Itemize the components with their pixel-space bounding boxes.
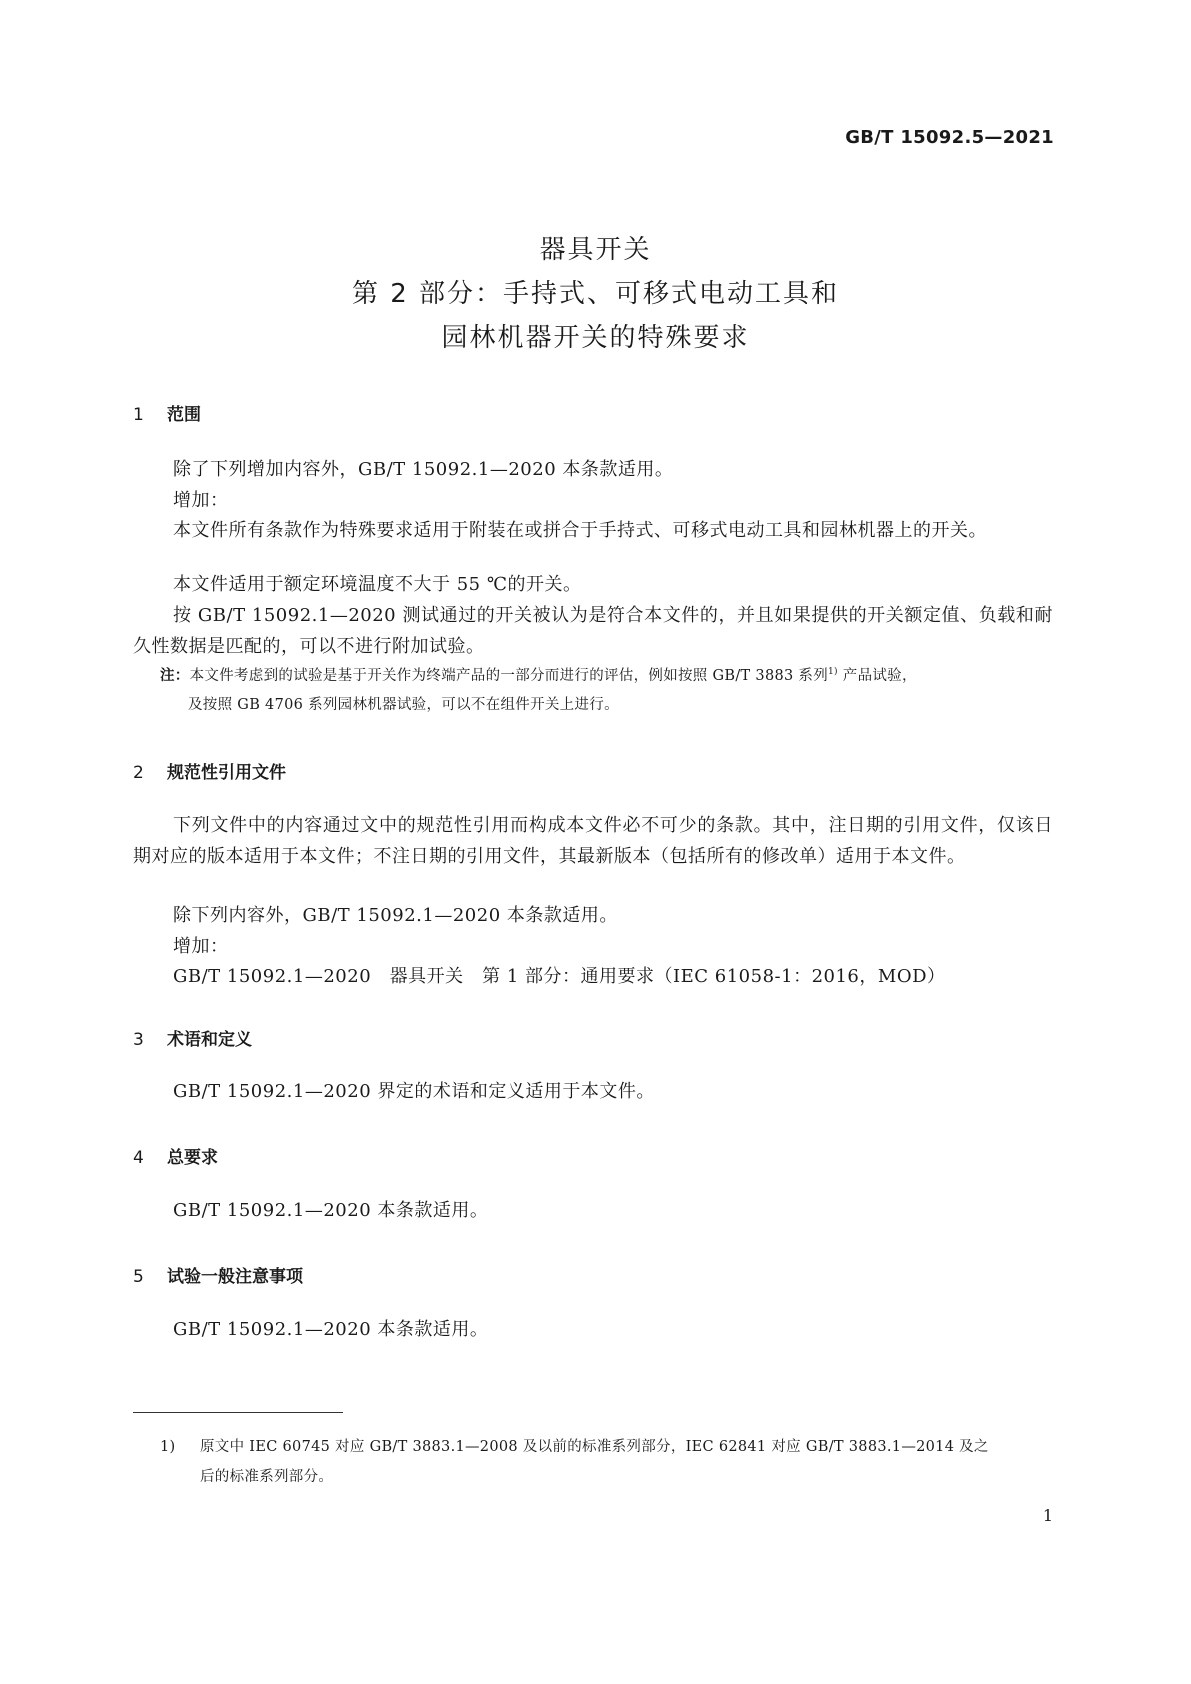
note-label: 注： bbox=[160, 668, 190, 684]
document-title bbox=[0, 228, 1191, 360]
footnote-divider bbox=[133, 1412, 343, 1413]
note bbox=[160, 662, 1055, 720]
note-text: 本文件考虑到的试验是基于开关作为终端产品的一部分而进行的评估，例如按照 GB/T 3883 系列 bbox=[189, 668, 829, 684]
footnote-reference: 1) bbox=[828, 667, 838, 677]
section-number: 1 bbox=[133, 405, 144, 425]
paragraph: GB/T 15092.1—2020 本条款适用。 bbox=[173, 1319, 489, 1340]
section-number: 2 bbox=[133, 763, 144, 783]
normative-reference: GB/T 15092.1—2020 器具开关 第 1 部分：通用要求（IEC 61058-1：2016，MOD） bbox=[173, 966, 946, 987]
title-line-1: 器具开关 bbox=[539, 235, 652, 265]
page-number: 1 bbox=[1042, 1506, 1053, 1525]
paragraph: 按 GB/T 15092.1—2020 测试通过的开关被认为是符合本文件的，并且如果提供的开关额定值、负载和耐久性数据是匹配的，可以不进行附加试验。 bbox=[133, 605, 1053, 657]
footnote-text: 后的标准系列部分。 bbox=[200, 1469, 334, 1485]
footnote bbox=[160, 1432, 1055, 1492]
section-number: 5 bbox=[133, 1267, 144, 1287]
section-4-heading bbox=[133, 1143, 218, 1168]
section-number: 3 bbox=[133, 1030, 144, 1050]
section-title: 总要求 bbox=[167, 1148, 218, 1168]
section-5-heading bbox=[133, 1262, 303, 1287]
title-line-3: 园林机器开关的特殊要求 bbox=[441, 323, 750, 353]
paragraph: 除下列内容外，GB/T 15092.1—2020 本条款适用。 bbox=[173, 905, 618, 926]
note-text: 产品试验， bbox=[837, 668, 917, 684]
paragraph: 下列文件中的内容通过文中的规范性引用而构成本文件必不可少的条款。其中，注日期的引用文件，仅该日期对应的版本适用于本文件；不注日期的引用文件，其最新版本（包括所有的修改单）适用于本文件。 bbox=[133, 815, 1053, 867]
paragraph: 增加： bbox=[173, 936, 229, 957]
standard-code: GB/T 15092.5—2021 bbox=[845, 127, 1054, 148]
paragraph: GB/T 15092.1—2020 本条款适用。 bbox=[173, 1200, 489, 1221]
section-number: 4 bbox=[133, 1148, 144, 1168]
section-2-heading bbox=[133, 758, 286, 783]
section-title: 术语和定义 bbox=[167, 1030, 252, 1050]
paragraph: 本文件所有条款作为特殊要求适用于附装在或拼合于手持式、可移式电动工具和园林机器上的开关。 bbox=[173, 520, 987, 541]
note-text: 及按照 GB 4706 系列园林机器试验，可以不在组件开关上进行。 bbox=[188, 697, 619, 713]
section-3-heading bbox=[133, 1025, 252, 1050]
paragraph: 除了下列增加内容外，GB/T 15092.1—2020 本条款适用。 bbox=[173, 459, 674, 480]
paragraph: GB/T 15092.1—2020 界定的术语和定义适用于本文件。 bbox=[173, 1081, 655, 1102]
title-line-2: 第 2 部分：手持式、可移式电动工具和 bbox=[351, 279, 840, 309]
section-title: 范围 bbox=[167, 405, 201, 425]
paragraph: 本文件适用于额定环境温度不大于 55 ℃的开关。 bbox=[173, 574, 582, 595]
section-title: 规范性引用文件 bbox=[167, 763, 286, 783]
section-1-heading bbox=[133, 400, 201, 425]
section-title: 试验一般注意事项 bbox=[167, 1267, 303, 1287]
footnote-mark: 1) bbox=[160, 1439, 176, 1455]
footnote-text: 原文中 IEC 60745 对应 GB/T 3883.1—2008 及以前的标准系列部分，IEC 62841 对应 GB/T 3883.1—2014 及之 bbox=[200, 1439, 989, 1455]
paragraph: 增加： bbox=[173, 490, 229, 511]
